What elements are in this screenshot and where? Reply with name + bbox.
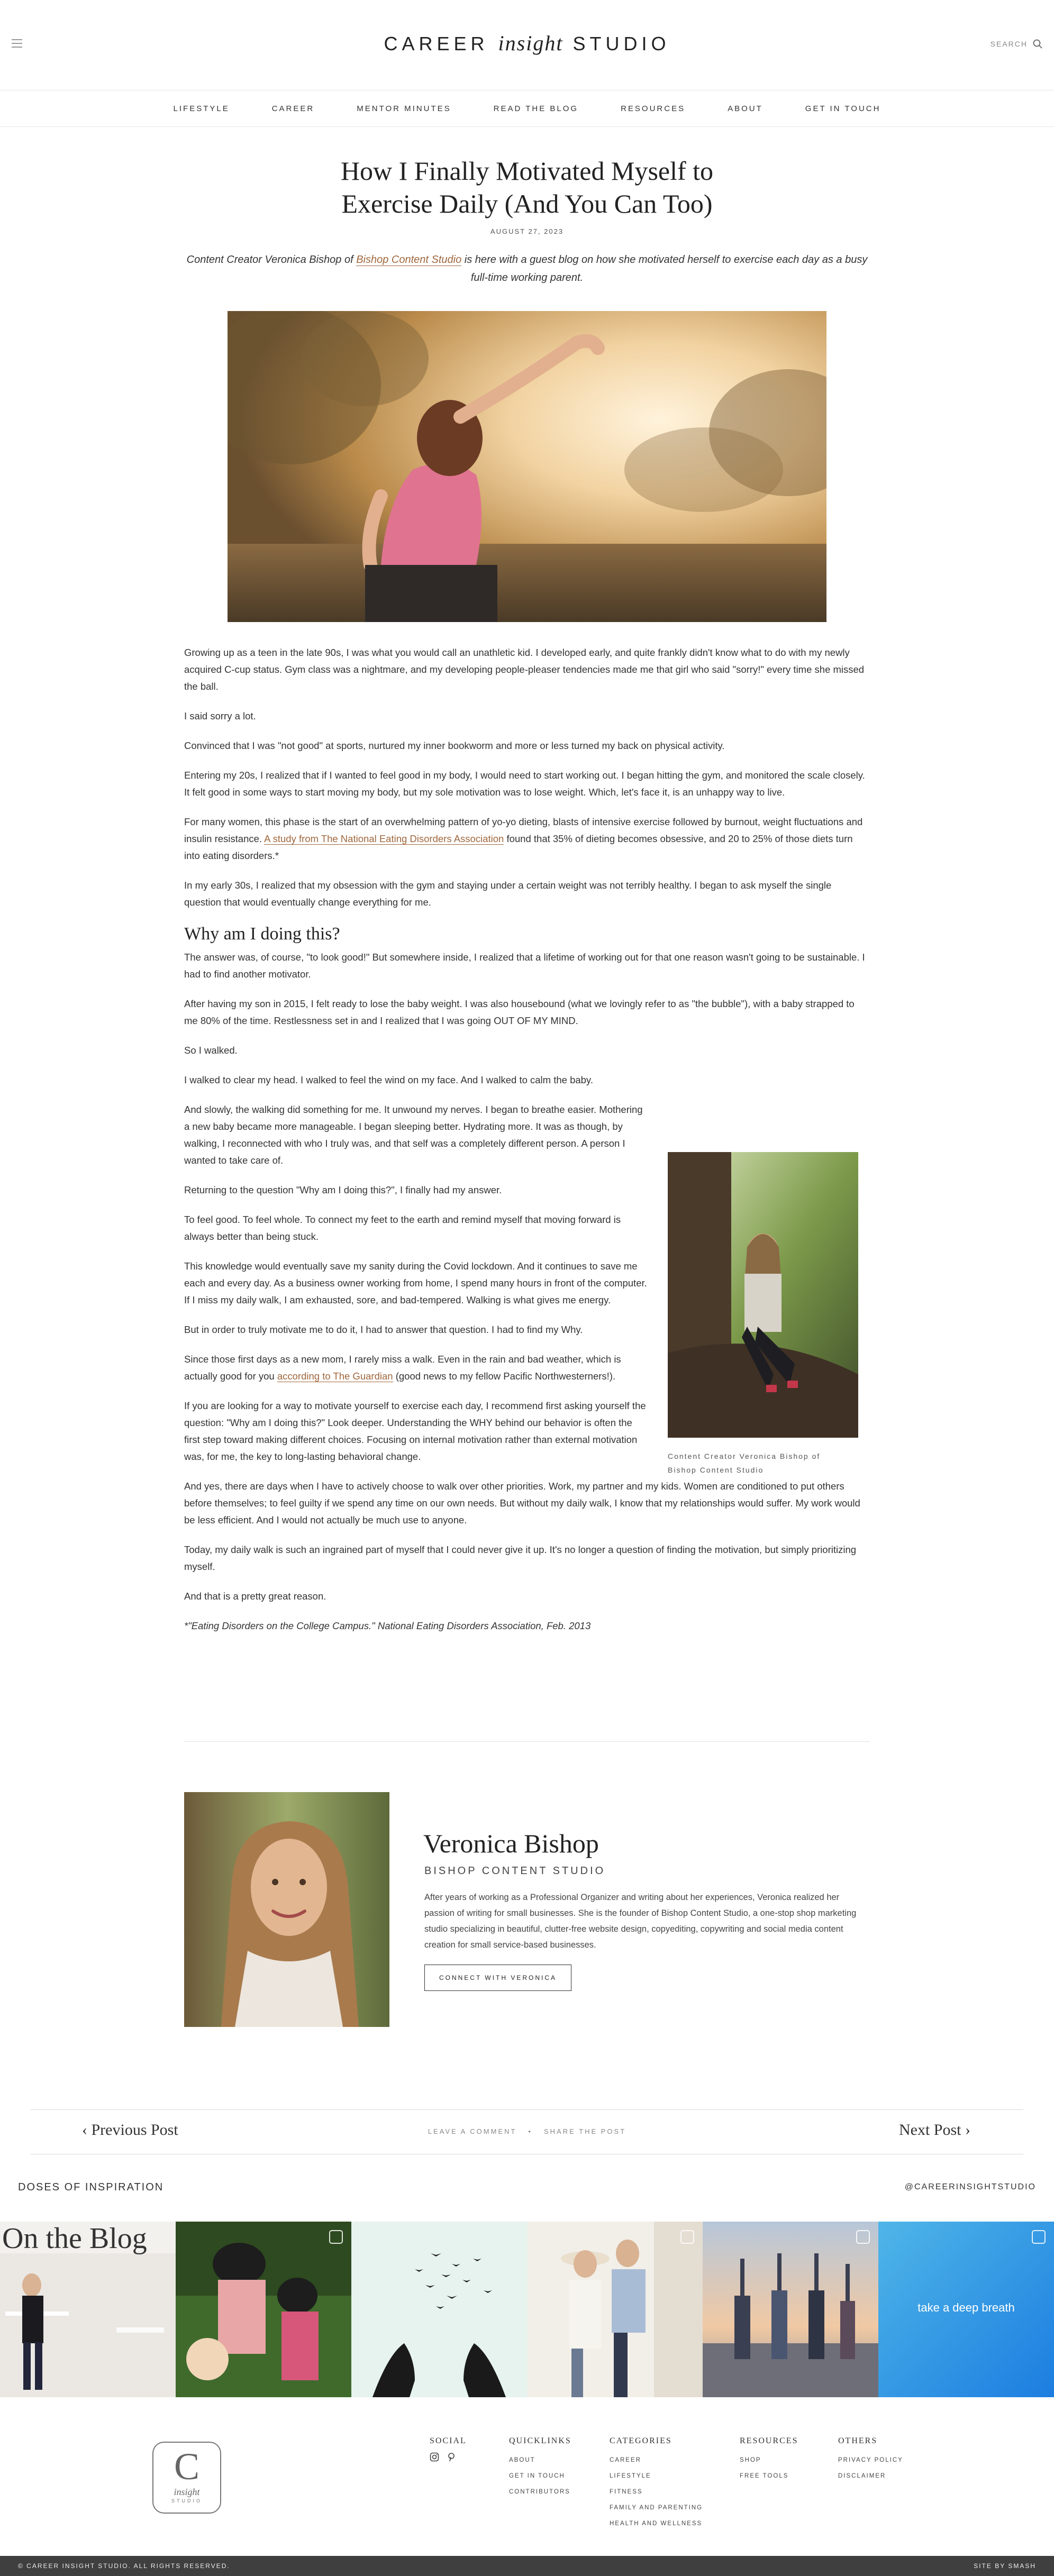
paragraph: Returning to the question "Why am I doing this?", I finally had my answer. (184, 1184, 502, 1195)
paragraph: To feel good. To feel whole. To connect my feet to the earth and remind myself that moving forward is always better than being stuck. (184, 1214, 621, 1242)
site-header (0, 0, 1054, 90)
author-name: Veronica Bishop (423, 1829, 599, 1858)
paragraph: And that is a pretty great reason. (184, 1591, 326, 1602)
footer-link-about[interactable]: ABOUT (509, 2457, 535, 2463)
site-logo[interactable]: CAREER insight STUDIO (384, 31, 670, 55)
chevron-right-icon: › (961, 2121, 970, 2139)
deep-breath-text: take a deep breath (917, 2301, 1015, 2314)
separator-dot: • (528, 2127, 532, 2135)
search-button[interactable]: SEARCH (991, 39, 1042, 49)
footer-bar (0, 2556, 1054, 2576)
post-intro: Content Creator Veronica Bishop of Bishop Content Studio is here with a guest blog on how she motivated herself to exercise each day as a busy full-time working parent. (186, 254, 868, 284)
bishop-content-studio-link[interactable]: Bishop Content Studio (356, 254, 462, 266)
footer-link-disclaimer[interactable]: DISCLAIMER (838, 2473, 886, 2479)
gallery-icon (1032, 2230, 1046, 2244)
page-title: How I Finally Motivated Myself to Exercise Daily (And You Can Too) (340, 156, 714, 218)
paragraph: I said sorry a lot. (184, 710, 256, 721)
paragraph: And slowly, the walking did something for me. It unwound my nerves. I began to breathe easier. Mothering a new baby became more manageable. I began sleeping better. Hydrating more. It was as though, by walking, I reconnected with who I truly was, and that self was a completely different person. A person I wanted to take care of. (184, 1104, 643, 1166)
author-photo (184, 1792, 389, 2027)
nav-career[interactable]: CAREER (271, 104, 315, 113)
footer-link-family-parenting[interactable]: FAMILY AND PARENTING (610, 2505, 703, 2511)
instagram-tile[interactable] (351, 2222, 527, 2397)
connect-with-veronica-button[interactable]: CONNECT WITH VERONICA (424, 1965, 571, 1991)
footer-social: SOCIAL (430, 2436, 467, 2462)
instagram-feed (0, 2222, 1054, 2397)
author-company: BISHOP CONTENT STUDIO (424, 1865, 606, 1877)
footer-link-free-tools[interactable]: FREE TOOLS (740, 2473, 789, 2479)
paragraph: Entering my 20s, I realized that if I wanted to feel good in my body, I would need to start working out. I began hitting the gym, and monitored the scale closely. It felt good in some ways to start moving my body, but my sole motivation was to lose weight. Which, let's face it, is an unhappy way to live. (184, 770, 865, 798)
nav-read-the-blog[interactable]: READ THE BLOG (493, 104, 579, 113)
main-nav (0, 90, 1054, 127)
paragraph: Convinced that I was "not good" at sports, nurtured my inner bookworm and more or less turned my back on physical activity. (184, 740, 725, 751)
paragraph: But in order to truly motivate me to do it, I had to answer that question. I had to find my Why. (184, 1324, 583, 1335)
nav-about[interactable]: ABOUT (728, 104, 763, 113)
paragraph: And yes, there are days when I have to actively choose to walk over other priorities. Work, my partner and my kids. Women are conditioned to put others before themselves; to feel guilty if we spend any time on our own needs. But without my daily walk, I know that my relationships would suffer. My work would be less efficient. And I would not actually be much use to anyone. (184, 1481, 860, 1525)
nav-get-in-touch[interactable]: GET IN TOUCH (805, 104, 881, 113)
instagram-icon[interactable] (430, 2452, 439, 2462)
paragraph: Growing up as a teen in the late 90s, I was what you would call an unathletic kid. I developed early, and quite frankly didn't know what to do with my newly acquired C-cup status. Gym class was a nightmare, and my developing people-pleaser tendencies made me that girl who said "sorry!" every time she missed the ball. (184, 647, 865, 692)
kids-play-photo (176, 2222, 351, 2397)
on-the-blog-text: On the Blog (2, 2222, 147, 2255)
instagram-tile[interactable] (703, 2222, 878, 2397)
paragraph: For many women, this phase is the start of an overwhelming pattern of yo-yo dieting, blasts of intensive exercise followed by burnout, weight fluctuations and insulin resistance. A study from The National Eating Disorders Association found that 35% of dieting becomes obsessive, and 20 to 25% of those diets turn into eating disorders.* (184, 816, 863, 861)
footer-link-health-wellness[interactable]: HEALTH AND WELLNESS (610, 2520, 703, 2527)
instagram-tile[interactable] (176, 2222, 351, 2397)
paragraph: So I walked. (184, 1045, 238, 1056)
neda-study-link[interactable]: A study from The National Eating Disorders Association (264, 833, 504, 844)
footnote: *"Eating Disorders on the College Campus." National Eating Disorders Association, Feb. 2013 (184, 1620, 591, 1631)
gallery-icon (680, 2230, 694, 2244)
footer-link-shop[interactable]: SHOP (740, 2457, 761, 2463)
divider (184, 1741, 870, 1742)
section-heading: Why am I doing this? (184, 924, 340, 944)
footer-link-get-in-touch[interactable]: GET IN TOUCH (509, 2473, 565, 2479)
instagram-tile[interactable] (878, 2222, 1054, 2397)
photo-caption: Content Creator Veronica Bishop of Bishop Content Studio (668, 1452, 821, 1474)
guardian-link[interactable]: according to The Guardian (277, 1371, 393, 1382)
footer-categories: CATEGORIES CAREER LIFESTYLE FITNESS FAMILY AND PARENTING HEALTH AND WELLNESS (610, 2436, 703, 2532)
share-post-link[interactable]: SHARE THE POST (543, 2127, 626, 2135)
footer-link-fitness[interactable]: FITNESS (610, 2489, 643, 2495)
footer-others: OTHERS PRIVACY POLICY DISCLAIMER (838, 2436, 903, 2484)
copyright: © CAREER INSIGHT STUDIO. ALL RIGHTS RESERVED. (18, 2562, 230, 2570)
paragraph: After having my son in 2015, I felt ready to lose the baby weight. I was also housebound (what we lovingly refer to as "the bubble"), with a baby strapped to me 80% of the time. Restlessness set in and I realized that I was going OUT OF MY MIND. (184, 998, 855, 1026)
beach-friends-photo (703, 2222, 878, 2397)
author-tree-photo (668, 1152, 858, 1438)
search-icon (1033, 39, 1042, 49)
footer-quicklinks: QUICKLINKS ABOUT GET IN TOUCH CONTRIBUTORS (509, 2436, 571, 2500)
paragraph: This knowledge would eventually save my sanity during the Covid lockdown. And it continues to save me each and every day. As a business owner working from home, I spend many hours in front of the computer. If I miss my daily walk, I am exhausted, sore, and bad-tempered. Walking is what gives me energy. (184, 1260, 647, 1305)
nav-lifestyle[interactable]: LIFESTYLE (173, 104, 230, 113)
couple-photo (527, 2222, 703, 2397)
paragraph: If you are looking for a way to motivate yourself to exercise each day, I recommend first asking yourself the question: "Why am I doing this?" Look deeper. Understanding the WHY behind our behavior is often the first step toward making different choices. Focusing on internal motivation rather than external motivation was, for me, the key to long-lasting behavioral change. (184, 1400, 646, 1462)
footer-link-lifestyle[interactable]: LIFESTYLE (610, 2473, 651, 2479)
paragraph: Today, my daily walk is such an ingrained part of myself that I could never give it up. It's no longer a question of finding the motivation, but simply prioritizing myself. (184, 1544, 857, 1572)
paragraph: The answer was, of course, "to look good!" But somewhere inside, I realized that a lifetime of working out for that one reason wasn't going to be sustainable. I had to find another motivator. (184, 952, 865, 980)
instagram-tile[interactable] (0, 2222, 176, 2397)
post-date: AUGUST 27, 2023 (490, 227, 564, 235)
article-body (184, 644, 869, 1647)
paragraph: Since those first days as a new mom, I rarely miss a walk. Even in the rain and bad weather, which is actually good for you according to The Guardian (good news to my fellow Pacific Northwesterners!). (184, 1354, 621, 1382)
paragraph: I walked to clear my head. I walked to feel the wind on my face. And I walked to calm the baby. (184, 1074, 593, 1085)
post-actions (0, 2127, 1054, 2135)
footer-logo[interactable]: C insight STUDIO (152, 2442, 221, 2514)
leave-comment-link[interactable]: LEAVE A COMMENT (428, 2127, 517, 2135)
instagram-handle-link[interactable]: @CAREERINSIGHTSTUDIO (904, 2182, 1036, 2191)
previous-post-link[interactable]: ‹ Previous Post (82, 2121, 178, 2139)
birds-hands-illustration (351, 2222, 527, 2397)
author-bio: After years of working as a Professional Organizer and writing about her experiences, Veronica realized her passion of writing for small businesses. She is the founder of Bishop Content Studio, a one-stop shop marketing studio specializing in beautiful, clutter-free website design, copyediting, copywriting and social media content creation for small service-based businesses. (424, 1893, 857, 1950)
paragraph: In my early 30s, I realized that my obsession with the gym and staying under a certain weight was not terribly healthy. I began to ask myself the single question that would eventually change everything for me. (184, 880, 832, 908)
footer-link-contributors[interactable]: CONTRIBUTORS (509, 2489, 570, 2495)
divider (31, 2109, 1023, 2110)
gallery-icon (856, 2230, 870, 2244)
footer-resources: RESOURCES SHOP FREE TOOLS (740, 2436, 798, 2484)
chevron-left-icon: ‹ (82, 2121, 92, 2139)
nav-mentor-minutes[interactable]: MENTOR MINUTES (357, 104, 451, 113)
footer-link-privacy[interactable]: PRIVACY POLICY (838, 2457, 903, 2463)
gallery-icon (329, 2230, 343, 2244)
footer-link-career[interactable]: CAREER (610, 2457, 641, 2463)
pinterest-icon[interactable] (447, 2452, 456, 2462)
hero-image (228, 311, 826, 622)
nav-resources[interactable]: RESOURCES (621, 104, 686, 113)
next-post-link[interactable]: Next Post › (898, 2121, 970, 2139)
site-credit-link[interactable]: SITE BY SMASH (974, 2562, 1036, 2570)
instagram-tile[interactable] (527, 2222, 703, 2397)
instagram-heading: DOSES OF INSPIRATION (18, 2181, 164, 2193)
